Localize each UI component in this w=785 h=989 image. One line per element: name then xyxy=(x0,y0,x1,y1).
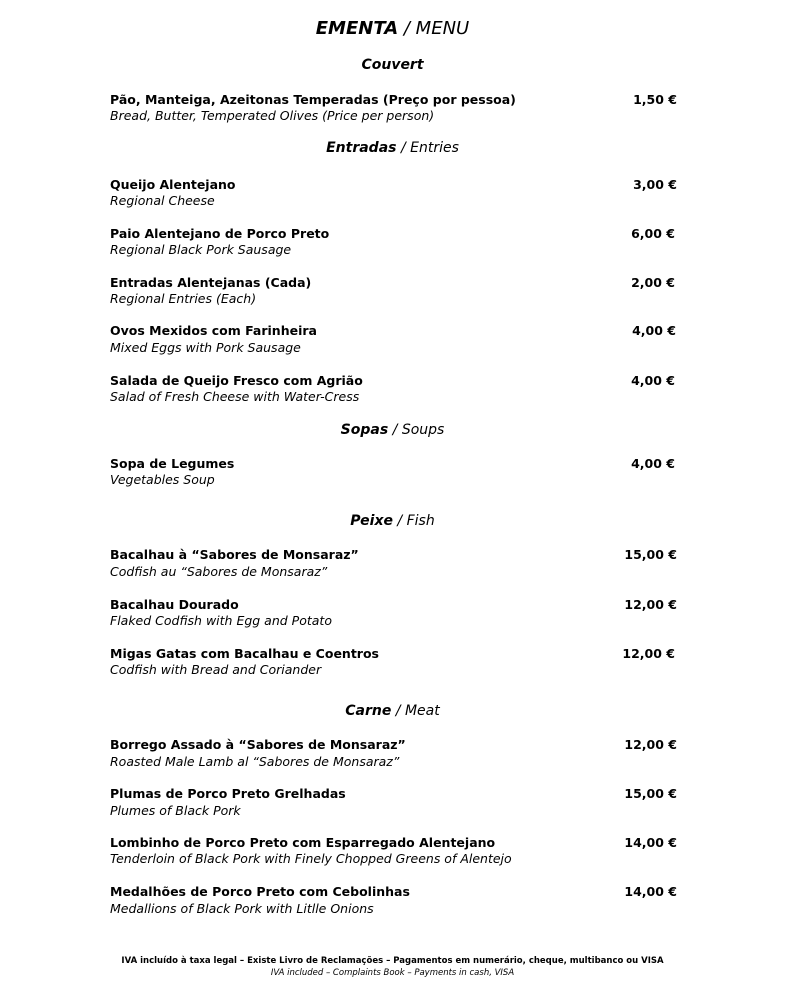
menu-item-price: 14,00 € xyxy=(624,884,677,899)
menu-item-name: Pão, Manteiga, Azeitonas Temperadas (Preço por pessoa) xyxy=(110,92,516,107)
menu-item-translation: Flaked Codfish with Egg and Potato xyxy=(110,613,332,628)
menu-item-price: 15,00 € xyxy=(624,786,677,801)
menu-item-translation: Medallions of Black Pork with Litlle Onions xyxy=(110,901,374,916)
menu-item-name: Medalhões de Porco Preto com Cebolinhas xyxy=(110,884,410,899)
section-heading-peixe: Peixe / Fish xyxy=(350,513,435,529)
menu-item-name: Salada de Queijo Fresco com Agrião xyxy=(110,373,363,388)
menu-item-translation: Codfish with Bread and Coriander xyxy=(110,662,322,677)
menu-item-name: Borrego Assado à “Sabores de Monsaraz” xyxy=(110,737,406,752)
menu-item-name: Migas Gatas com Bacalhau e Coentros xyxy=(110,646,379,661)
section-heading-carne: Carne / Meat xyxy=(345,703,440,719)
menu-item-translation: Regional Entries (Each) xyxy=(110,291,257,306)
menu-item-price: 15,00 € xyxy=(624,547,677,562)
menu-item-translation: Bread, Butter, Temperated Olives (Price per person) xyxy=(110,108,435,123)
menu-item-price: 6,00 € xyxy=(631,226,675,241)
menu-item-name: Paio Alentejano de Porco Preto xyxy=(110,226,330,241)
menu-item-name: Plumas de Porco Preto Grelhadas xyxy=(110,786,346,801)
menu-item-name: Entradas Alentejanas (Cada) xyxy=(110,275,312,290)
menu-item-price: 12,00 € xyxy=(622,646,675,661)
menu-item-translation: Vegetables Soup xyxy=(110,472,215,487)
menu-item-name: Ovos Mexidos com Farinheira xyxy=(110,323,317,338)
page-title: EMENTA / MENU xyxy=(315,18,470,39)
menu-item-translation: Regional Black Pork Sausage xyxy=(110,242,292,257)
menu-item-translation: Salad of Fresh Cheese with Water-Cress xyxy=(110,389,360,404)
section-heading-entradas: Entradas / Entries xyxy=(326,140,459,156)
menu-item-translation: Roasted Male Lamb al “Sabores de Monsaraz” xyxy=(110,754,400,769)
menu-item-name: Sopa de Legumes xyxy=(110,456,235,471)
menu-item-name: Bacalhau Dourado xyxy=(110,597,239,612)
menu-item-translation: Mixed Eggs with Pork Sausage xyxy=(110,340,301,355)
menu-item-translation: Plumes of Black Pork xyxy=(110,803,241,818)
section-heading-couvert: Couvert xyxy=(361,57,424,73)
menu-item-price: 14,00 € xyxy=(624,835,677,850)
section-heading-sopas: Sopas / Soups xyxy=(340,422,445,438)
menu-item-price: 4,00 € xyxy=(631,373,675,388)
menu-item-price: 1,50 € xyxy=(633,92,677,107)
menu-item-translation: Codfish au “Sabores de Monsaraz” xyxy=(110,564,328,579)
footer-legal-pt: IVA incluído à taxa legal – Existe Livro de Reclamações – Pagamentos em numerário, cheque, multibanco ou VISA xyxy=(121,956,664,966)
menu-item-price: 4,00 € xyxy=(631,456,675,471)
menu-item-price: 3,00 € xyxy=(633,177,677,192)
menu-item-name: Bacalhau à “Sabores de Monsaraz” xyxy=(110,547,359,562)
footer-legal-en: IVA included – Complaints Book – Payments in cash, VISA xyxy=(270,968,515,978)
menu-item-price: 4,00 € xyxy=(632,323,676,338)
menu-item-price: 2,00 € xyxy=(631,275,675,290)
menu-item-translation: Tenderloin of Black Pork with Finely Chopped Greens of Alentejo xyxy=(110,851,512,866)
menu-item-price: 12,00 € xyxy=(624,737,677,752)
menu-item-name: Queijo Alentejano xyxy=(110,177,236,192)
menu-item-price: 12,00 € xyxy=(624,597,677,612)
menu-item-name: Lombinho de Porco Preto com Esparregado Alentejano xyxy=(110,835,496,850)
menu-item-translation: Regional Cheese xyxy=(110,193,215,208)
